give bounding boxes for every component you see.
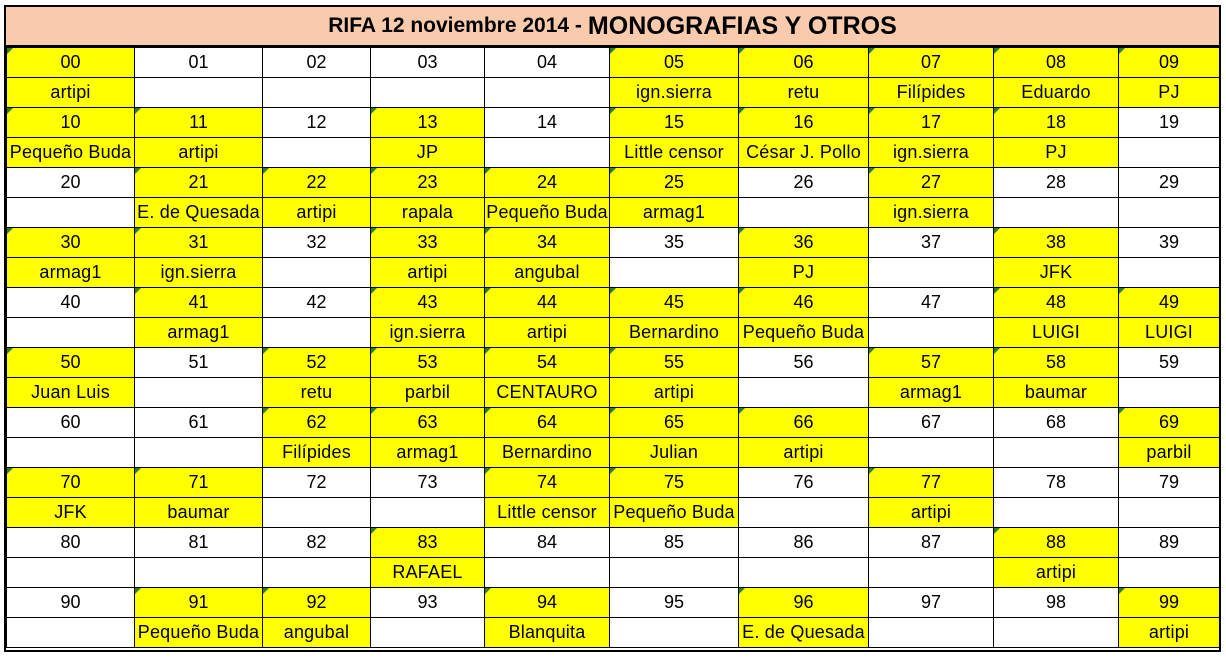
name-row — [7, 318, 1220, 348]
participant-name: César J. Pollo — [739, 138, 869, 168]
participant-name — [739, 198, 869, 228]
raffle-number: 58 — [994, 348, 1119, 378]
participant-name — [1119, 258, 1220, 288]
raffle-number: 55 — [610, 348, 739, 378]
raffle-number: 07 — [869, 48, 994, 78]
participant-name: artipi — [7, 78, 135, 108]
participant-name: parbil — [371, 378, 485, 408]
participant-name — [485, 78, 610, 108]
participant-name: Little censor — [485, 498, 610, 528]
raffle-number: 23 — [371, 168, 485, 198]
raffle-number: 62 — [263, 408, 371, 438]
participant-name: Bernardino — [610, 318, 739, 348]
participant-name: Filípides — [869, 78, 994, 108]
raffle-number: 43 — [371, 288, 485, 318]
raffle-number: 65 — [610, 408, 739, 438]
participant-name: artipi — [135, 138, 263, 168]
participant-name — [869, 618, 994, 648]
name-row — [7, 198, 1220, 228]
participant-name: Juan Luis — [7, 378, 135, 408]
participant-name: ign.sierra — [135, 258, 263, 288]
participant-name — [371, 78, 485, 108]
participant-name — [610, 618, 739, 648]
participant-name: artipi — [869, 498, 994, 528]
raffle-number: 00 — [7, 48, 135, 78]
raffle-number: 09 — [1119, 48, 1220, 78]
raffle-number: 33 — [371, 228, 485, 258]
participant-name — [263, 558, 371, 588]
raffle-number: 34 — [485, 228, 610, 258]
participant-name: Little censor — [610, 138, 739, 168]
raffle-number: 90 — [7, 588, 135, 618]
participant-name — [1119, 378, 1220, 408]
participant-name — [610, 258, 739, 288]
participant-name — [7, 438, 135, 468]
raffle-number: 89 — [1119, 528, 1220, 558]
participant-name: PJ — [1119, 78, 1220, 108]
participant-name — [7, 618, 135, 648]
participant-name — [485, 138, 610, 168]
raffle-number: 83 — [371, 528, 485, 558]
raffle-number: 53 — [371, 348, 485, 378]
raffle-number: 15 — [610, 108, 739, 138]
raffle-number: 88 — [994, 528, 1119, 558]
participant-name — [263, 258, 371, 288]
raffle-number: 45 — [610, 288, 739, 318]
raffle-number: 66 — [739, 408, 869, 438]
raffle-number: 02 — [263, 48, 371, 78]
raffle-number: 35 — [610, 228, 739, 258]
raffle-number: 64 — [485, 408, 610, 438]
participant-name: armag1 — [135, 318, 263, 348]
raffle-number: 36 — [739, 228, 869, 258]
raffle-number: 41 — [135, 288, 263, 318]
participant-name: Eduardo — [994, 78, 1119, 108]
raffle-number: 03 — [371, 48, 485, 78]
participant-name: Pequeño Buda — [610, 498, 739, 528]
raffle-number: 26 — [739, 168, 869, 198]
raffle-number: 86 — [739, 528, 869, 558]
raffle-number: 93 — [371, 588, 485, 618]
number-row — [7, 528, 1220, 558]
participant-name — [994, 618, 1119, 648]
participant-name: armag1 — [610, 198, 739, 228]
participant-name: baumar — [135, 498, 263, 528]
participant-name — [869, 318, 994, 348]
participant-name — [739, 498, 869, 528]
raffle-number: 51 — [135, 348, 263, 378]
participant-name: ign.sierra — [371, 318, 485, 348]
raffle-number: 17 — [869, 108, 994, 138]
raffle-number: 10 — [7, 108, 135, 138]
participant-name: LUIGI — [994, 318, 1119, 348]
number-row — [7, 288, 1220, 318]
raffle-number: 94 — [485, 588, 610, 618]
title-main: MONOGRAFIAS Y OTROS — [587, 11, 897, 40]
participant-name — [263, 498, 371, 528]
raffle-number: 61 — [135, 408, 263, 438]
name-row — [7, 558, 1220, 588]
participant-name — [1119, 198, 1220, 228]
raffle-number: 78 — [994, 468, 1119, 498]
raffle-number: 16 — [739, 108, 869, 138]
raffle-grid — [6, 47, 1220, 648]
raffle-number: 19 — [1119, 108, 1220, 138]
participant-name — [135, 558, 263, 588]
participant-name: artipi — [610, 378, 739, 408]
participant-name: PJ — [739, 258, 869, 288]
raffle-number: 87 — [869, 528, 994, 558]
raffle-number: 73 — [371, 468, 485, 498]
name-row — [7, 498, 1220, 528]
raffle-number: 42 — [263, 288, 371, 318]
participant-name — [1119, 558, 1220, 588]
raffle-number: 74 — [485, 468, 610, 498]
raffle-number: 44 — [485, 288, 610, 318]
participant-name — [1119, 498, 1220, 528]
participant-name: JFK — [7, 498, 135, 528]
raffle-number: 12 — [263, 108, 371, 138]
number-row — [7, 48, 1220, 78]
raffle-number: 67 — [869, 408, 994, 438]
raffle-number: 68 — [994, 408, 1119, 438]
participant-name — [610, 558, 739, 588]
raffle-number: 11 — [135, 108, 263, 138]
number-row — [7, 168, 1220, 198]
raffle-number: 63 — [371, 408, 485, 438]
participant-name — [994, 198, 1119, 228]
participant-name — [263, 78, 371, 108]
name-row — [7, 438, 1220, 468]
number-row — [7, 108, 1220, 138]
raffle-number: 05 — [610, 48, 739, 78]
participant-name — [371, 618, 485, 648]
participant-name: artipi — [263, 198, 371, 228]
raffle-number: 80 — [7, 528, 135, 558]
participant-name: Pequeño Buda — [135, 618, 263, 648]
raffle-number: 60 — [7, 408, 135, 438]
participant-name: PJ — [994, 138, 1119, 168]
raffle-number: 14 — [485, 108, 610, 138]
participant-name: Pequeño Buda — [485, 198, 610, 228]
participant-name: ign.sierra — [869, 198, 994, 228]
participant-name: JFK — [994, 258, 1119, 288]
participant-name — [869, 438, 994, 468]
name-row — [7, 138, 1220, 168]
participant-name — [263, 318, 371, 348]
participant-name — [994, 498, 1119, 528]
raffle-number: 77 — [869, 468, 994, 498]
raffle-number: 76 — [739, 468, 869, 498]
raffle-number: 38 — [994, 228, 1119, 258]
participant-name — [371, 498, 485, 528]
participant-name — [1119, 138, 1220, 168]
name-row — [7, 258, 1220, 288]
raffle-number: 48 — [994, 288, 1119, 318]
participant-name: Pequeño Buda — [739, 318, 869, 348]
participant-name — [135, 378, 263, 408]
participant-name — [739, 378, 869, 408]
participant-name: artipi — [994, 558, 1119, 588]
raffle-number: 01 — [135, 48, 263, 78]
raffle-number: 96 — [739, 588, 869, 618]
raffle-number: 06 — [739, 48, 869, 78]
raffle-number: 72 — [263, 468, 371, 498]
raffle-number: 40 — [7, 288, 135, 318]
raffle-number: 91 — [135, 588, 263, 618]
participant-name: baumar — [994, 378, 1119, 408]
name-row — [7, 618, 1220, 648]
raffle-number: 59 — [1119, 348, 1220, 378]
participant-name — [135, 78, 263, 108]
participant-name — [263, 138, 371, 168]
participant-name — [485, 558, 610, 588]
raffle-number: 39 — [1119, 228, 1220, 258]
raffle-number: 13 — [371, 108, 485, 138]
raffle-number: 84 — [485, 528, 610, 558]
raffle-number: 97 — [869, 588, 994, 618]
participant-name — [7, 198, 135, 228]
raffle-number: 21 — [135, 168, 263, 198]
participant-name: armag1 — [869, 378, 994, 408]
raffle-number: 71 — [135, 468, 263, 498]
title-prefix: RIFA 12 noviembre 2014 - — [328, 14, 582, 37]
raffle-number: 29 — [1119, 168, 1220, 198]
raffle-number: 70 — [7, 468, 135, 498]
raffle-number: 92 — [263, 588, 371, 618]
raffle-number: 56 — [739, 348, 869, 378]
raffle-number: 27 — [869, 168, 994, 198]
participant-name: artipi — [1119, 618, 1220, 648]
raffle-number: 81 — [135, 528, 263, 558]
raffle-number: 20 — [7, 168, 135, 198]
participant-name: Filípides — [263, 438, 371, 468]
raffle-number: 47 — [869, 288, 994, 318]
participant-name: rapala — [371, 198, 485, 228]
raffle-number: 08 — [994, 48, 1119, 78]
participant-name — [7, 318, 135, 348]
participant-name: E. de Quesada — [135, 198, 263, 228]
raffle-number: 99 — [1119, 588, 1220, 618]
participant-name: armag1 — [7, 258, 135, 288]
number-row — [7, 468, 1220, 498]
participant-name: E. de Quesada — [739, 618, 869, 648]
raffle-number: 22 — [263, 168, 371, 198]
participant-name: ign.sierra — [610, 78, 739, 108]
participant-name — [739, 558, 869, 588]
participant-name: CENTAURO — [485, 378, 610, 408]
participant-name: JP — [371, 138, 485, 168]
participant-name: Bernardino — [485, 438, 610, 468]
raffle-number: 32 — [263, 228, 371, 258]
raffle-number: 52 — [263, 348, 371, 378]
number-row — [7, 408, 1220, 438]
raffle-sheet — [4, 5, 1221, 652]
raffle-number: 69 — [1119, 408, 1220, 438]
participant-name: Julian — [610, 438, 739, 468]
participant-name: angubal — [263, 618, 371, 648]
raffle-number: 82 — [263, 528, 371, 558]
participant-name: artipi — [371, 258, 485, 288]
participant-name: armag1 — [371, 438, 485, 468]
raffle-number: 50 — [7, 348, 135, 378]
participant-name — [994, 438, 1119, 468]
raffle-number: 30 — [7, 228, 135, 258]
raffle-number: 85 — [610, 528, 739, 558]
participant-name: LUIGI — [1119, 318, 1220, 348]
participant-name: RAFAEL — [371, 558, 485, 588]
raffle-number: 46 — [739, 288, 869, 318]
raffle-number: 95 — [610, 588, 739, 618]
raffle-number: 75 — [610, 468, 739, 498]
raffle-number: 57 — [869, 348, 994, 378]
raffle-number: 54 — [485, 348, 610, 378]
participant-name: Pequeño Buda — [7, 138, 135, 168]
participant-name: angubal — [485, 258, 610, 288]
raffle-number: 24 — [485, 168, 610, 198]
raffle-number: 18 — [994, 108, 1119, 138]
raffle-number: 49 — [1119, 288, 1220, 318]
sheet-title — [6, 7, 1219, 47]
participant-name: retu — [739, 78, 869, 108]
name-row — [7, 78, 1220, 108]
number-row — [7, 588, 1220, 618]
raffle-number: 28 — [994, 168, 1119, 198]
participant-name: retu — [263, 378, 371, 408]
raffle-number: 98 — [994, 588, 1119, 618]
number-row — [7, 228, 1220, 258]
participant-name: parbil — [1119, 438, 1220, 468]
participant-name — [869, 558, 994, 588]
participant-name: ign.sierra — [869, 138, 994, 168]
raffle-number: 79 — [1119, 468, 1220, 498]
participant-name: Blanquita — [485, 618, 610, 648]
raffle-number: 37 — [869, 228, 994, 258]
participant-name: artipi — [739, 438, 869, 468]
participant-name — [7, 558, 135, 588]
participant-name — [869, 258, 994, 288]
raffle-number: 04 — [485, 48, 610, 78]
name-row — [7, 378, 1220, 408]
number-row — [7, 348, 1220, 378]
participant-name — [135, 438, 263, 468]
raffle-number: 31 — [135, 228, 263, 258]
participant-name: artipi — [485, 318, 610, 348]
raffle-number: 25 — [610, 168, 739, 198]
